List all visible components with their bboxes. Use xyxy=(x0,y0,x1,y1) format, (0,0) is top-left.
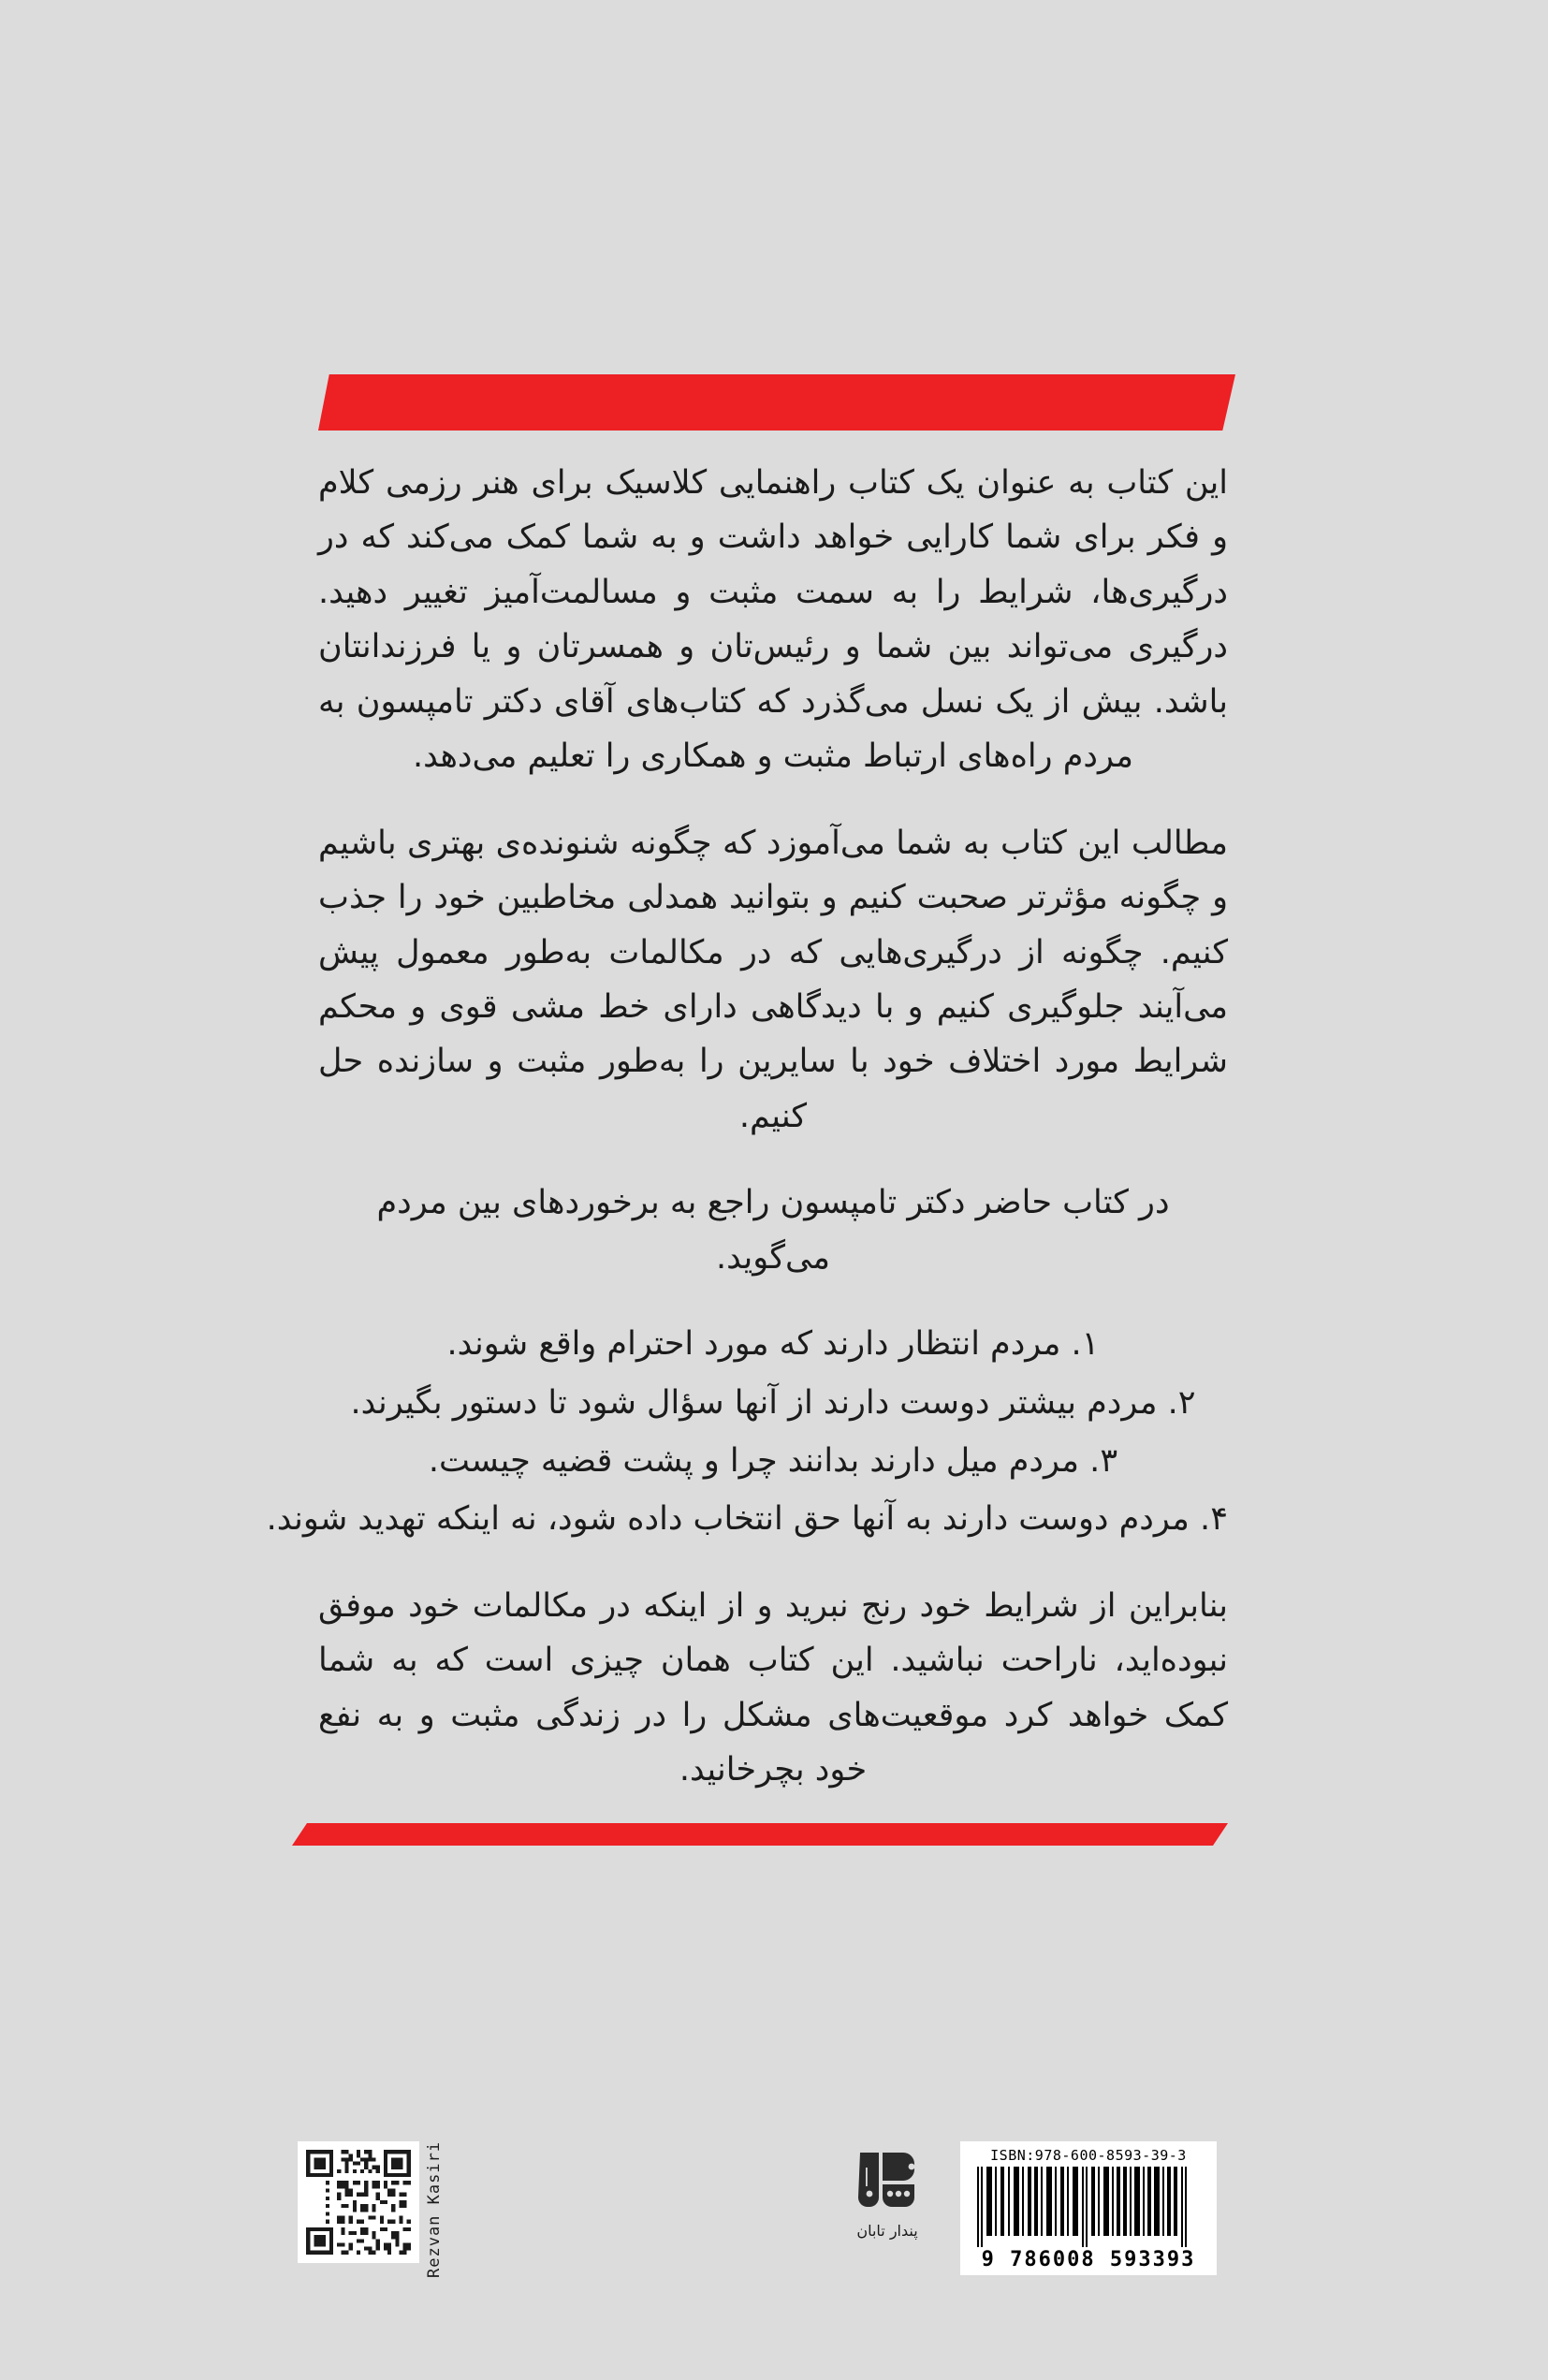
qr-code-icon[interactable] xyxy=(298,2141,419,2263)
back-cover-copy xyxy=(266,456,1228,1830)
publisher-name: پندار تابان xyxy=(856,2222,918,2240)
qr-credit-block xyxy=(298,2141,444,2279)
publisher-logo-icon xyxy=(853,2147,922,2220)
cover-footer xyxy=(0,2141,1548,2357)
paragraph-closing: بنابراین از شرایط خود رنج نبرید و از اینکه در مکالمات خود موفق نبوده‌اید، ناراحت نباشید. این کتاب همان چیزی است که به شما کمک خواهد کرد موقعیت‌های مشکل را در زندگی مثبت و به نفع خود بچرخانید. xyxy=(318,1586,1228,1789)
top-accent-banner xyxy=(318,374,1235,431)
list-item: ۲. مردم بیشتر دوست دارند از آنها سؤال شود تا دستور بگیرند. xyxy=(350,1383,1196,1422)
ean-digits: 9 786008 593393 xyxy=(981,2248,1196,2271)
isbn-barcode xyxy=(960,2141,1217,2275)
list-intro-text: در کتاب حاضر دکتر تامپسون راجع به برخوردهای بین مردم می‌گوید. xyxy=(376,1184,1170,1277)
list-item: ۴. مردم دوست دارند به آنها حق انتخاب داده شود، نه اینکه تهدید شوند. xyxy=(266,1500,1228,1539)
list-item: ۳. مردم میل دارند بدانند چرا و پشت قضیه چیست. xyxy=(428,1442,1118,1480)
paragraph-intro: این کتاب به عنوان یک کتاب راهنمایی کلاسیک برای هنر رزمی کلام و فکر برای شما کارایی خواهد داشت و به شما کمک می‌کند که در درگیری‌ها، شرایط را به سمت مثبت و مسالمت‌آمیز تغییر دهید. درگیری می‌تواند بین شما و رئیس‌تان و همسرتان و یا فرزندانتان باشد. بیش از یک نسل می‌گذرد که کتاب‌های آقای دکتر تامپسون به مردم راه‌های ارتباط مثبت و همکاری را تعلیم می‌دهد. xyxy=(318,464,1228,776)
principles-list xyxy=(266,1317,1228,1547)
list-item: ۱. مردم انتظار دارند که مورد احترام واقع شوند. xyxy=(446,1325,1100,1364)
qr-code-svg xyxy=(302,2146,415,2258)
isbn-label: ISBN:978-600-8593-39-3 xyxy=(990,2147,1187,2164)
photographer-credit: Rezvan Kasiri xyxy=(425,2141,444,2279)
barcode-bars xyxy=(968,2167,1209,2247)
publisher-logo-block xyxy=(831,2147,943,2240)
paragraph-contents: مطالب این کتاب به شما می‌آموزد که چگونه شنونده‌ی بهتری باشیم و چگونه مؤثرتر صحبت کنیم و بتوانید همدلی مخاطبین خود را جذب کنیم. چگونه از درگیری‌هایی که در مکالمات به‌طور معمول پیش می‌آیند جلوگیری کنیم و با دیدگاهی دارای خط مشی قوی و محکم شرایط مورد اختلاف خود با سایرین را به‌طور مثبت و سازنده حل کنیم. xyxy=(318,824,1228,1135)
bottom-accent-banner xyxy=(292,1823,1228,1846)
